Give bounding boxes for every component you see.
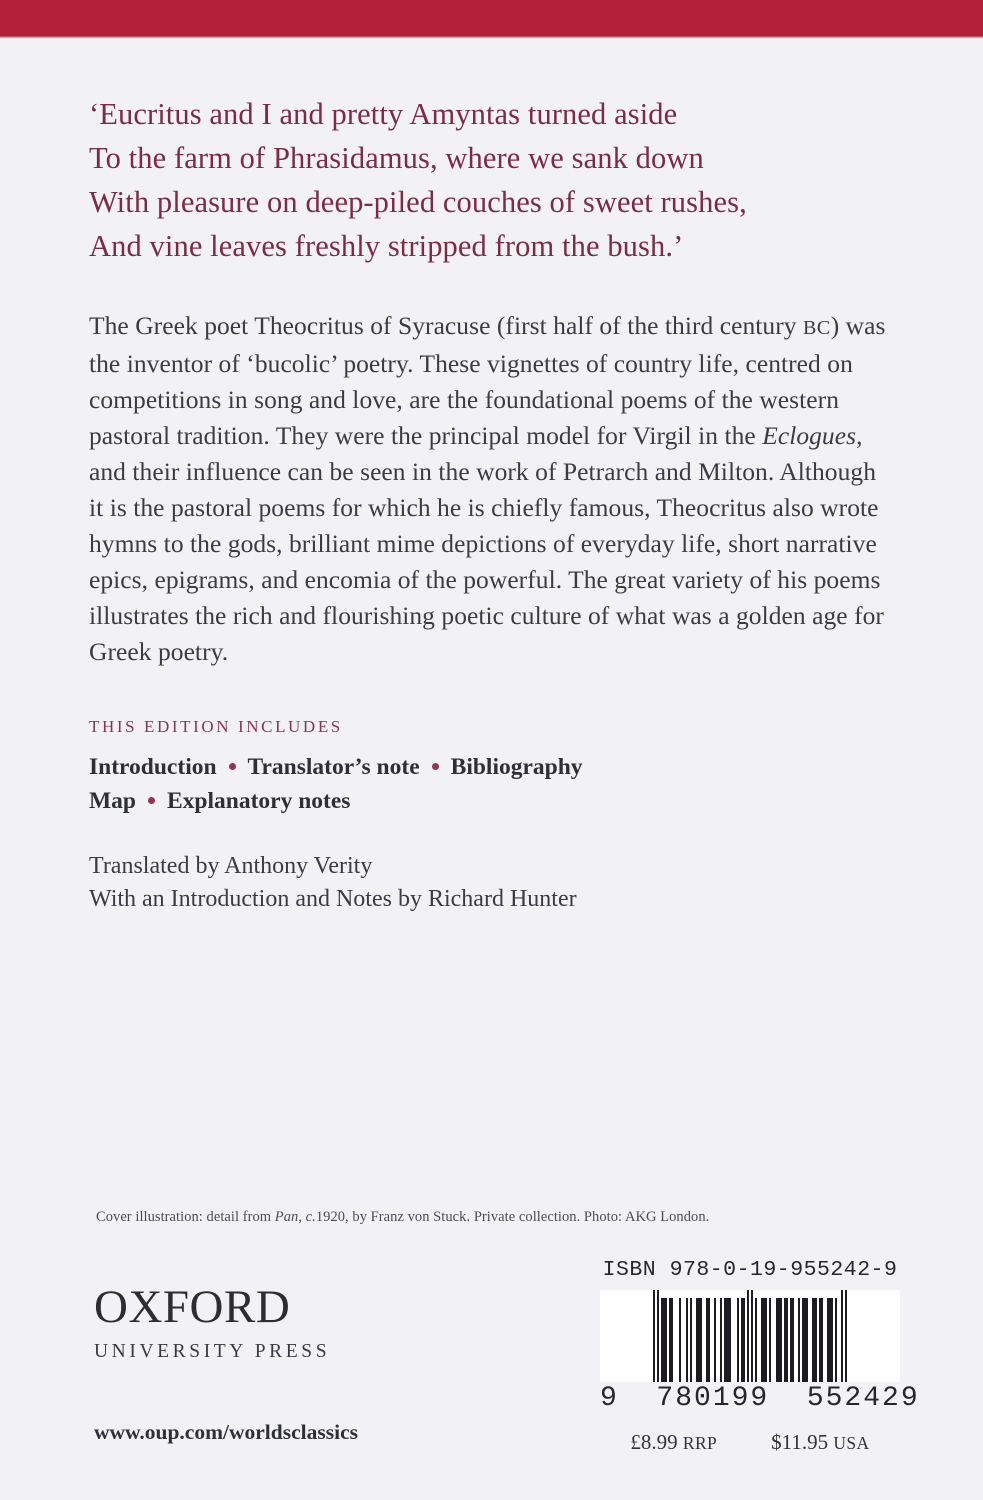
blurb-italic-eclogues: Eclogues [762,421,857,450]
price-usd-value: $11.95 [771,1430,829,1454]
publisher-website-url[interactable]: www.oup.com/worldsclassics [94,1420,358,1444]
blurb-text-part3: , and their influence can be seen in the work of Petrarch and Milton. Although it is the pastoral poems for which he is chiefly famous, Theocritus also wrote hymns to the gods, brilliant mime depictions of everyday life, short narrative epics, epigrams, and encomia of the powerful. The great variety of his poems illustrates the rich and flourishing poetic culture of what was a golden age for Greek poetry. [89,421,884,666]
edition-item: Bibliography [450,754,583,780]
epigraph-line: To the farm of Phrasidamus, where we sank down [89,141,704,175]
bullet-separator-icon [229,763,236,770]
bullet-separator-icon [148,797,155,804]
price-usd [771,1430,869,1455]
introduction-credit: With an Introduction and Notes by Richard Hunter [89,886,577,912]
illus-credit-year: 1920 [315,1209,346,1225]
edition-includes-list [89,750,894,818]
price-row [600,1430,900,1455]
edition-item: Introduction [89,754,217,780]
oxford-university-press-logo [94,1283,330,1363]
ean13-barcode [600,1290,900,1382]
edition-item: Translator’s note [247,754,420,780]
illus-credit-work-title: Pan [274,1209,299,1225]
university-press-subtitle: UNIVERSITY PRESS [94,1341,331,1362]
edition-includes-heading: THIS EDITION INCLUDES [89,717,343,736]
edition-list-row [89,750,894,784]
top-red-band [0,0,983,36]
blurb-smallcaps-bc: BC [803,317,831,339]
illustration-credit [96,1209,896,1226]
cover-content [89,36,894,916]
barcode-digits: 9 780199 552429 [600,1383,920,1414]
isbn-barcode-block [600,1258,920,1455]
price-usd-unit: USA [833,1433,870,1453]
price-gbp [630,1430,717,1455]
epigraph-line: And vine leaves freshly stripped from the bush.’ [89,229,684,263]
oxford-wordmark: OXFORD [94,1281,291,1333]
isbn-number: ISBN 978-0-19-955242-9 [602,1258,898,1282]
illus-credit-prefix: Cover illustration: detail from [96,1209,275,1225]
edition-item: Map [89,788,136,814]
epigraph-quote [89,92,894,268]
illus-credit-suffix: , by Franz von Stuck. Private collection. Photo: AKG London. [345,1209,710,1225]
price-gbp-value: £8.99 [630,1430,678,1454]
contributor-credits [89,850,894,916]
illus-credit-circa: c. [305,1209,316,1225]
epigraph-line: ‘Eucritus and I and pretty Amyntas turned aside [89,97,678,131]
bullet-separator-icon [432,763,439,770]
illus-credit-mid: , [298,1209,306,1225]
edition-list-row [89,784,894,818]
edition-item: Explanatory notes [167,788,351,814]
epigraph-line: With pleasure on deep-piled couches of sweet rushes, [89,185,747,219]
blurb-text-part2: ) was the inventor of ‘bucolic’ poetry. These vignettes of country life, centred on competitions in song and love, are the foundational poems of the western pastoral tradition. They were the principal model for Virgil in the [89,311,886,450]
blurb-paragraph [89,308,889,670]
translator-credit: Translated by Anthony Verity [89,853,373,879]
blurb-text-part1: The Greek poet Theocritus of Syracuse (first half of the third century [89,311,804,340]
price-gbp-unit: RRP [682,1433,718,1453]
